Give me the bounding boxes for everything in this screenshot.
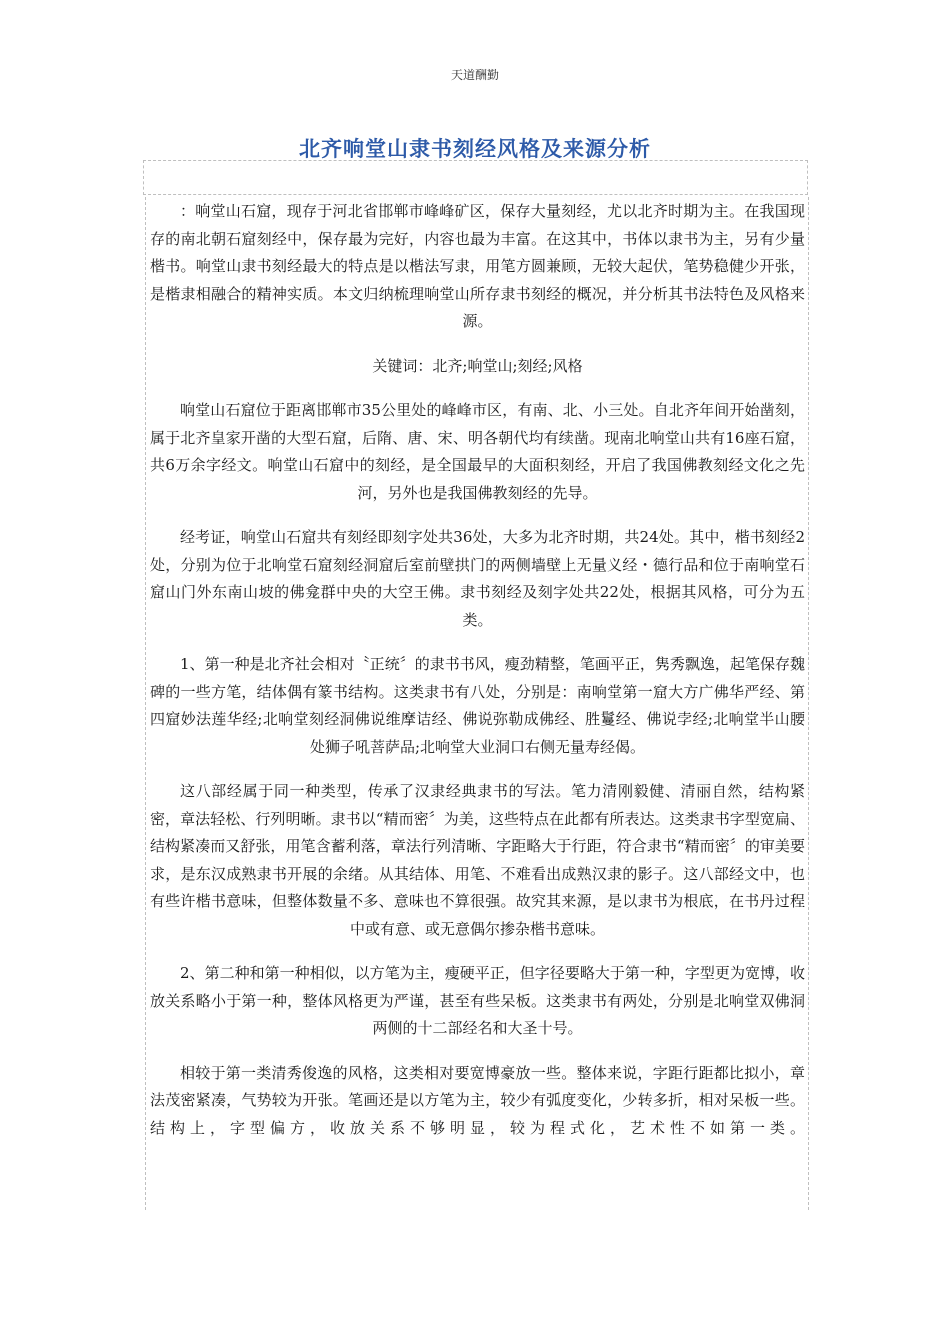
body-paragraph: 2、第二种和第一种相似，以方笔为主，瘦硬平正，但字径要略大于第一种，字型更为宽博，收放关系略小于第一种，整体风格更为严谨，甚至有些呆板。这类隶书有两处，分别是北响堂双佛洞两侧的十二部经名和大圣十号。 [150,964,805,1037]
body-paragraph: 这八部经属于同一种类型，传承了汉隶经典隶书的写法。笔力清刚毅健、清丽自然，结构紧密，章法轻松、行列明晰。隶书以“精而密〞为美，这些特点在此都有所表达。这类隶书字型宽扁、结构紧凑而又舒张，用笔含蓄利落，章法行列清晰、字距略大于行距，符合隶书“精而密〞的审美要求，是东汉成熟隶书开展的余绪。从其结体、用笔、不难看出成熟汉隶的影子。这八部经文中，也有些许楷书意味，但整体数量不多、意味也不算很强。故究其来源，是以隶书为根底，在书丹过程中或有意、或无意偶尔掺杂楷书意味。 [150,782,805,938]
page-header: 天道酬勤 [450,68,499,82]
document-body [150,198,805,1159]
abstract-paragraph: ：响堂山石窟，现存于河北省邯郸市峰峰矿区，保存大量刻经，尤以北齐时期为主。在我国现存的南北朝石窟刻经中，保存最为完好，内容也最为丰富。在这其中，书体以隶书为主，另有少量楷书。响堂山隶书刻经最大的特点是以楷法写隶，用笔方圆兼顾，无较大起伏，笔势稳健少开张，是楷隶相融合的精神实质。本文归纳梳理响堂山所存隶书刻经的概况，并分析其书法特色及风格来源。 [150,202,805,330]
body-paragraph: 经考证，响堂山石窟共有刻经即刻字处共36处，大多为北齐时期，共24处。其中，楷书刻经2处，分别为位于北响堂石窟刻经洞窟后室前壁拱门的两侧墙壁上无量义经・德行品和位于南响堂石窟山门外东南山坡的佛龛群中央的大空王佛。隶书刻经及刻字处共22处，根据其风格，可分为五类。 [150,528,805,629]
document-title: 北齐响堂山隶书刻经风格及来源分析 [299,137,651,161]
body-paragraph: 相较于第一类清秀俊逸的风格，这类相对要宽博豪放一些。整体来说，字距行距都比拟小，章法茂密紧凑，气势较为开张。笔画还是以方笔为主，较少有弧度变化，少转多折，相对呆板一些。结构上，字型偏方，收放关系不够明显，较为程式化，艺术性不如第一类。 [150,1063,805,1137]
keywords-line: 关键词：北齐;响堂山;刻经;风格 [372,356,583,375]
title-frame [143,160,808,195]
body-paragraph: 1、第一种是北齐社会相对〝正统〞的隶书书风，瘦劲精整，笔画平正，隽秀飘逸，起笔保存魏碑的一些方笔，结体偶有篆书结构。这类隶书有八处，分别是：南响堂第一窟大方广佛华严经、第四窟妙法莲华经;北响堂刻经洞佛说维摩诘经、佛说弥勒成佛经、胜鬘经、佛说孛经;北响堂半山腰处狮子吼菩萨品;北响堂大业洞口右侧无量寿经偈。 [150,655,805,756]
body-paragraph: 响堂山石窟位于距离邯郸市35公里处的峰峰市区，有南、北、小三处。自北齐年间开始凿刻，属于北齐皇家开凿的大型石窟，后隋、唐、宋、明各朝代均有续凿。现南北响堂山共有16座石窟，共6万余字经文。响堂山石窟中的刻经，是全国最早的大面积刻经，开启了我国佛教刻经文化之先河，另外也是我国佛教刻经的先导。 [150,401,805,502]
